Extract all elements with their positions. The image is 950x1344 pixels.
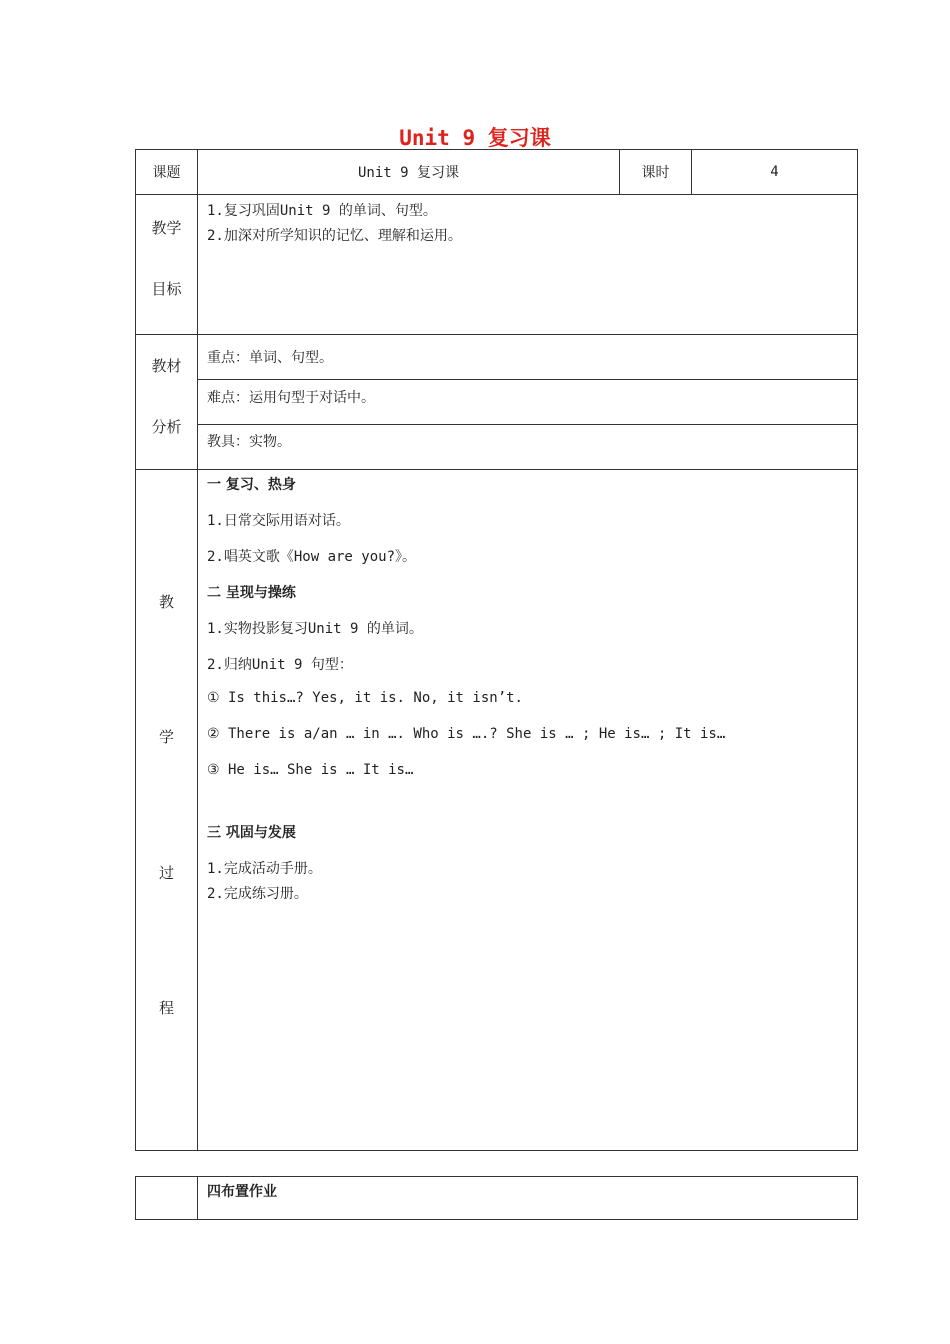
lesson-plan-table — [135, 149, 858, 1151]
process-label: 教 学 过 程 — [136, 470, 198, 1151]
section-heading: 三 巩固与发展 — [207, 825, 296, 841]
objective-item: 2.加深对所学知识的记忆、理解和运用。 — [207, 228, 462, 244]
list-item: 1.日常交际用语对话。 — [207, 513, 350, 529]
homework-label — [136, 1177, 198, 1220]
key-points: 重点：单词、句型。 — [198, 335, 858, 380]
list-item: 1.实物投影复习Unit 9 的单词。 — [207, 621, 423, 637]
period-value: 4 — [692, 150, 858, 195]
list-item: 2.完成练习册。 — [207, 886, 308, 902]
difficult-points: 难点：运用句型于对话中。 — [198, 380, 858, 425]
topic-value: Unit 9 复习课 — [198, 150, 620, 195]
pattern-item: ③ He is… She is … It is… — [207, 762, 414, 778]
pattern-item: ① Is this…? Yes, it is. No, it isn’t. — [207, 690, 523, 706]
list-item: 1.完成活动手册。 — [207, 861, 322, 877]
list-item: 2.归纳Unit 9 句型： — [207, 657, 353, 673]
section-heading: 一 复习、热身 — [207, 477, 296, 493]
homework-content — [198, 1177, 858, 1220]
pattern-item: ② There is a/an … in …. Who is ….? She is … ; He is… ; It is… — [207, 726, 726, 742]
page-title: Unit 9 复习课 — [399, 126, 551, 150]
section-heading: 四布置作业 — [207, 1184, 277, 1200]
teaching-aids: 教具：实物。 — [198, 425, 858, 470]
process-content — [198, 470, 858, 1151]
analysis-label: 教材 分析 — [136, 335, 198, 470]
period-label: 课时 — [620, 150, 692, 195]
section-heading: 二 呈现与操练 — [207, 585, 296, 601]
list-item: 2.唱英文歌《How are you?》。 — [207, 549, 417, 565]
objective-item: 1.复习巩固Unit 9 的单词、句型。 — [207, 203, 437, 219]
objectives-content — [198, 195, 858, 335]
objectives-label: 教学 目标 — [136, 195, 198, 335]
topic-label: 课题 — [136, 150, 198, 195]
homework-table — [135, 1176, 858, 1220]
